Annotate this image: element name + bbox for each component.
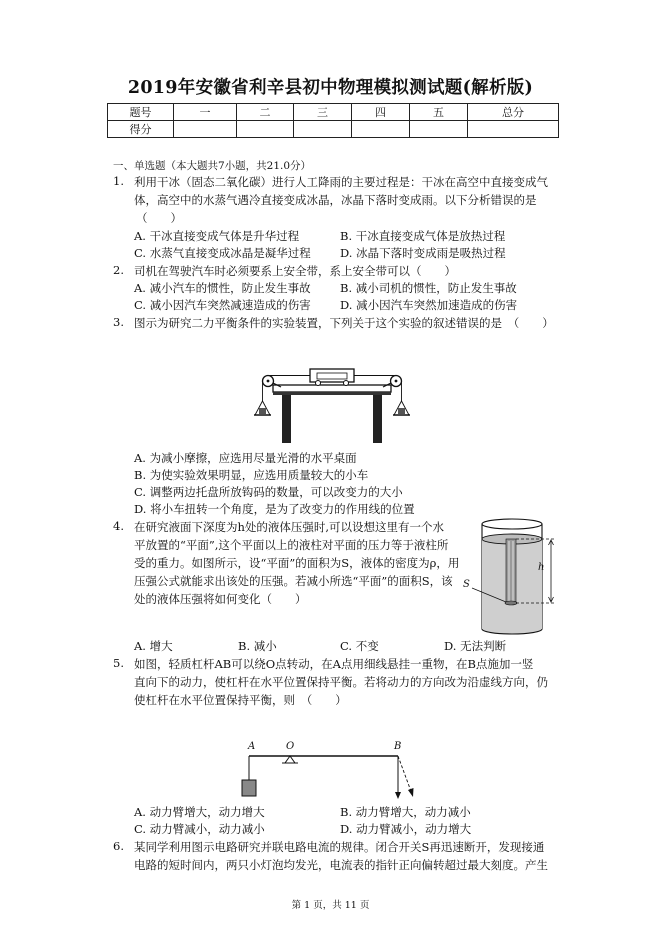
question-text: 受的重力。如图所示，设“平面”的面积为S，液体的密度为ρ，用 (134, 556, 460, 570)
section-heading: 一、单选题（本大题共7小题，共21.0分） (113, 160, 312, 172)
option-c: C. 不变 (340, 639, 379, 653)
table-cell (294, 121, 352, 138)
question-number: 3. (113, 315, 124, 329)
option-d: D. 冰晶下落时变成雨是吸热过程 (340, 246, 506, 260)
option-a: A. 减小汽车的惯性，防止发生事故 (134, 281, 311, 295)
question-number: 5. (113, 656, 124, 670)
question-text: 体，高空中的水蒸气遇冷直接变成冰晶，冰晶下落时变成雨。以下分析错误的是 (134, 193, 537, 207)
page-title: 2019年安徽省利辛县初中物理模拟测试题(解析版) (127, 78, 534, 98)
option-d: D. 无法判断 (444, 639, 507, 653)
question-text: 电路的短时间内，两只小灯泡均发光，电流表的指针正向偏转超过最大刻度。产生 (134, 858, 548, 872)
figure-label-b: B (394, 741, 402, 752)
option-c: C. 动力臂减小，动力减小 (134, 822, 265, 836)
table-cell (410, 121, 468, 138)
table-cell (237, 121, 294, 138)
table-row (108, 104, 559, 121)
figure-label-o: O (286, 741, 295, 752)
question-text: 使杠杆在水平位置保持平衡，则 （ ） (134, 693, 347, 707)
option-c: C. 调整两边托盘所放钩码的数量，可以改变力的大小 (134, 485, 403, 499)
option-a: A. 动力臂增大，动力增大 (134, 805, 265, 819)
figure-label-a: A (248, 741, 256, 752)
figure-label-s: S (463, 579, 470, 590)
question-text: 处的液体压强将如何变化（ ） (134, 592, 307, 606)
question-text: （ ） (136, 211, 182, 225)
option-b: B. 动力臂增大，动力减小 (340, 805, 471, 819)
table-cell: 三 (294, 104, 352, 121)
question-number: 2. (113, 263, 124, 277)
table-row (108, 121, 559, 138)
question-text: 某同学利用图示电路研究并联电路电流的规律。闭合开关S再迅速断开，发现接通 (134, 840, 545, 854)
page-footer: 第 1 页，共 11 页 (291, 900, 370, 911)
question-text: 利用干冰（固态二氧化碳）进行人工降雨的主要过程是：干冰在高空中直接变成气 (134, 175, 548, 189)
option-b: B. 干冰直接变成气体是放热过程 (340, 229, 506, 243)
table-cell: 题号 (108, 104, 174, 121)
question-text: 在研究液面下深度为h处的液体压强时,可以设想这里有一个水 (134, 520, 445, 534)
question-text: 司机在驾驶汽车时必须要系上安全带，系上安全带可以（ ） (134, 264, 456, 278)
table-cell (468, 121, 559, 138)
table-cell (352, 121, 410, 138)
option-d: D. 将小车扭转一个角度，是为了改变力的作用线的位置 (134, 502, 415, 516)
table-cell: 一 (174, 104, 237, 121)
option-c: C. 减小因汽车突然减速造成的伤害 (134, 298, 311, 312)
score-table (107, 103, 559, 138)
option-c: C. 水蒸气直接变成冰晶是凝华过程 (134, 246, 311, 260)
question-text: 如图，轻质杠杆AB可以绕O点转动，在A点用细线悬挂一重物，在B点施加一竖 (134, 657, 534, 671)
option-a: A. 为减小摩擦，应选用尽量光滑的水平桌面 (134, 451, 357, 465)
option-b: B. 减小 (238, 639, 277, 653)
table-cell: 得分 (108, 121, 174, 138)
question-text: 图示为研究二力平衡条件的实验装置，下列关于这个实验的叙述错误的是 （ ） (134, 316, 554, 330)
option-a: A. 干冰直接变成气体是升华过程 (134, 229, 300, 243)
table-cell: 二 (237, 104, 294, 121)
option-d: D. 动力臂减小，动力增大 (340, 822, 472, 836)
option-a: A. 增大 (134, 639, 173, 653)
option-d: D. 减小因汽车突然加速造成的伤害 (340, 298, 518, 312)
question-text: 平放置的“平面”,这个平面以上的液柱对平面的压力等于液柱所 (134, 538, 449, 552)
question-text: 压强公式就能求出该处的压强。若减小所选“平面”的面积S，该 (134, 574, 453, 588)
lever-figure (238, 742, 418, 804)
question-number: 4. (113, 519, 124, 533)
table-cell: 四 (352, 104, 410, 121)
table-cell: 五 (410, 104, 468, 121)
two-force-balance-figure (255, 363, 410, 445)
question-number: 1. (113, 174, 124, 188)
question-number: 6. (113, 839, 124, 853)
option-b: B. 减小司机的惯性，防止发生事故 (340, 281, 517, 295)
table-cell (174, 121, 237, 138)
table-cell: 总分 (468, 104, 559, 121)
liquid-column-figure (470, 516, 560, 638)
question-text: 直向下的动力，使杠杆在水平位置保持平衡。若将动力的方向改为沿虚线方向，仍 (134, 675, 548, 689)
figure-label-h: h (538, 562, 545, 573)
option-b: B. 为使实验效果明显，应选用质量较大的小车 (134, 468, 369, 482)
